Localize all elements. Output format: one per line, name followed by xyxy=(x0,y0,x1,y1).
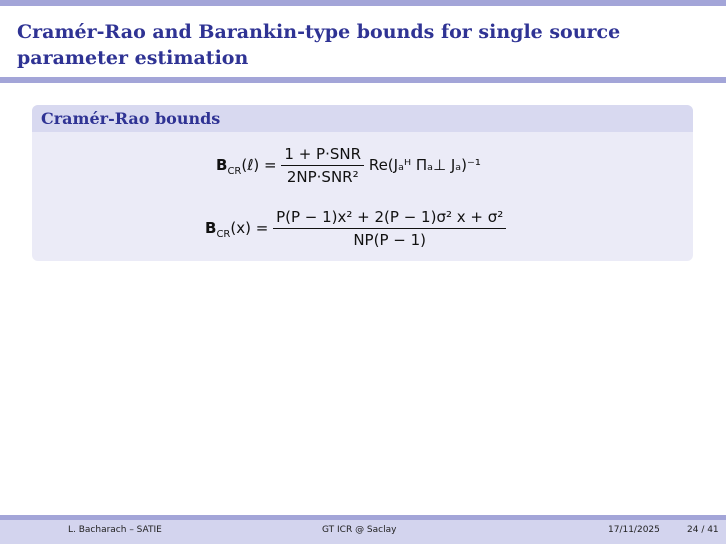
eq1-lhs-sub: CR xyxy=(227,166,242,177)
eq2-lhs xyxy=(205,219,273,240)
footer-event: GT ICR @ Saclay xyxy=(322,525,397,535)
eq1-fraction xyxy=(281,145,364,186)
title-divider xyxy=(0,77,726,83)
eq2-lhs-symbol: B xyxy=(205,219,217,237)
top-decoration-bar xyxy=(0,0,726,6)
cramer-rao-block xyxy=(32,105,693,261)
footer-author: L. Bacharach – SATIE xyxy=(68,525,162,535)
footer-page-number: 24 / 41 xyxy=(687,525,719,535)
eq1-rhs: Re(Jₐᴴ Πₐ⊥ Jₐ)⁻¹ xyxy=(368,156,481,174)
eq1-lhs xyxy=(216,156,281,177)
eq2-numerator: P(P − 1)x² + 2(P − 1)σ² x + σ² xyxy=(273,208,506,229)
eq2-denominator: NP(P − 1) xyxy=(353,231,426,249)
footer-date: 17/11/2025 xyxy=(608,525,660,535)
equation-bcr-x xyxy=(205,208,506,249)
eq1-denominator: 2NP·SNR² xyxy=(286,168,359,186)
slide-title: Cramér-Rao and Barankin-type bounds for single source parameter estimation xyxy=(17,21,621,69)
eq1-lhs-arg: (ℓ) = xyxy=(241,156,277,174)
eq2-fraction xyxy=(273,208,506,249)
block-title: Cramér-Rao bounds xyxy=(32,105,693,132)
equation-bcr-ell xyxy=(216,145,481,186)
eq2-lhs-arg: (x) = xyxy=(230,219,269,237)
eq2-lhs-sub: CR xyxy=(216,229,231,240)
eq1-numerator: 1 + P·SNR xyxy=(281,145,364,166)
eq1-lhs-symbol: B xyxy=(216,156,228,174)
